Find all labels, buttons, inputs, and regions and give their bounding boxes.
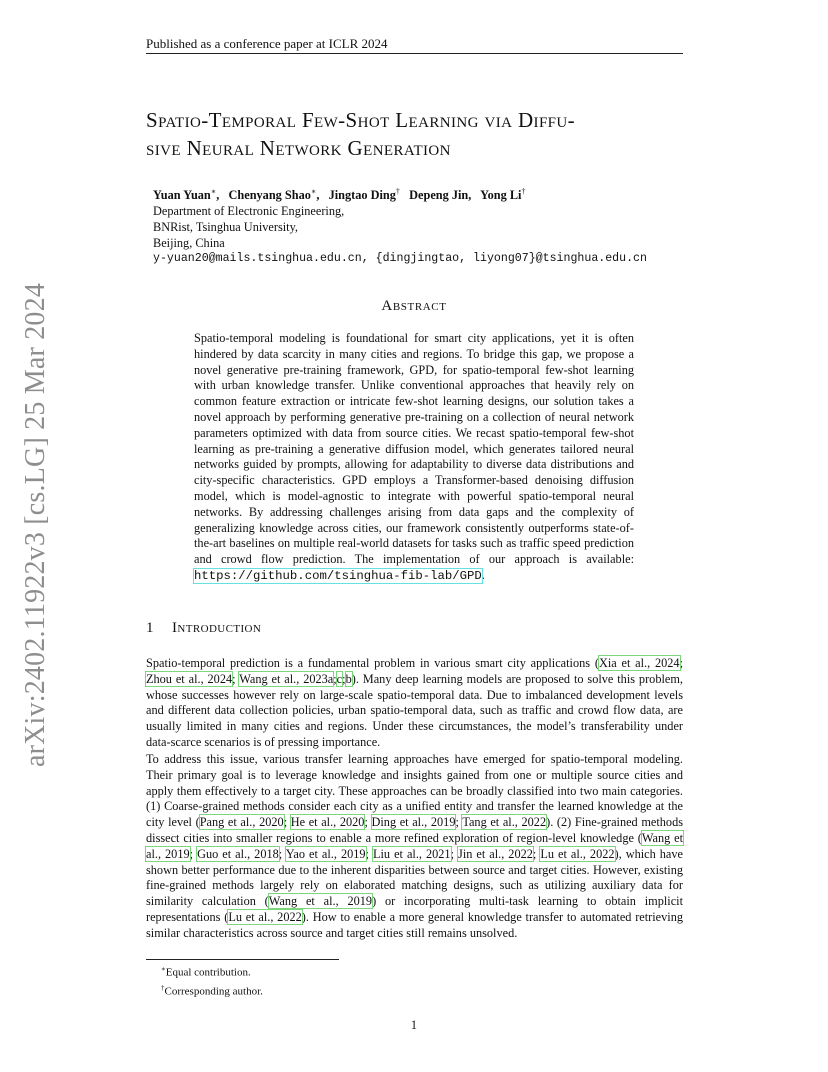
citation-link[interactable]: Liu et al., 2021 [372,846,451,861]
abstract-body [194,331,634,585]
citation-link[interactable]: Ding et al., 2019 [371,815,456,830]
citation-link[interactable]: Zhou et al., 2024 [146,671,233,686]
citation-link[interactable]: Lu et al., 2022 [540,846,615,861]
author-names: Yuan Yuan∗, Chenyang Shao∗, Jingtao Ding† Depeng Jin, Yong Li† [153,187,526,203]
page-number: 1 [410,1018,418,1032]
citation-link[interactable]: Wang et al., 2019 [146,830,684,861]
abstract-heading: Abstract [381,298,447,314]
abstract-text: Spatio-temporal modeling is foundational for smart city applications, yet it is often hindered by data scarcity in many cities and regions. To bridge this gap, we propose a novel generative pre-training framework, GPD, for spatio-temporal few-shot learning with urban knowledge transfer. Unlike conventional approaches that heavily rely on common feature extraction or intricate few-shot learning designs, our solution takes a novel approach by performing generative pre-training on a collection of neural network parameters optimized with data from source cities. We recast spatio-temporal few-shot learning as pre-training a generative diffusion model, which generates tailored neural networks guided by prompts, allowing for adaptability to diverse data distributions and city-specific characteristics. GPD employs a Transformer-based denoising diffusion model, which is model-agnostic to integrate with powerful spatio-temporal neural networks. By addressing challenges arising from data gaps and the complexity of generalizing knowledge across cities, our framework consistently outperforms state-of-the-art baselines on multiple real-world datasets for tasks such as traffic speed prediction and crowd flow prediction. The implementation of our approach is available: [194,331,634,567]
citation-link[interactable]: Jin et al., 2022 [458,846,533,861]
arxiv-sidebar-stamp [12,280,60,770]
title-line-2: sive Neural Network Generation [146,136,451,160]
citation-link[interactable]: Xia et al., 2024 [598,656,680,670]
author-name: Yuan Yuan [153,188,211,203]
author-name: Yong Li [480,188,522,203]
running-header: Published as a conference paper at ICLR 2024 [146,36,388,51]
citation-link[interactable]: Lu et al., 2022 [228,909,302,924]
citation-link[interactable]: Tang et al., 2022 [462,815,547,830]
paragraph-text: ). Many deep learning models are proposed to solve this problem, whose successes however rely on large-scale spatio-temporal data. Due to imbalanced development levels and different data collection policies, urban spatio-temporal data, such as traffic and crowd flow data, are usually limited in many cities and regions. Under these circumstances, the model’s transferability under data-scarce scenarios is of pressing importance. [146,671,683,749]
footnote-mark: † [161,983,165,992]
citation-link[interactable]: Wang et al., 2019 [268,894,373,909]
paragraph-text: ; [283,815,291,830]
footnote-corresponding [161,981,263,1000]
title-line-1: Spatio-Temporal Few-Shot Learning via Diffu- [146,108,576,132]
author-name: Chenyang Shao [228,188,311,203]
paragraph-text: ; [364,815,372,830]
footnotes [161,962,263,999]
section-number: 1 [146,620,154,636]
paragraph-text: ). How to enable a more general knowledge transfer to automated retrieving similar characteristics across source and target cities still remains unsolved. [146,909,684,940]
paragraph-text: ; [450,846,459,861]
paragraph-text: ; [679,656,683,670]
intro-paragraph-1 [146,656,683,751]
abstract-end: . [481,567,485,582]
footnote-text: Equal contribution. [165,966,251,979]
paragraph-text: ). (2) Fine-grained methods dissect cities into smaller regions to enable a more refined exploration of region-level knowledge ( [146,815,684,845]
paragraph-text: ; [278,846,286,861]
paragraph-text: ; [333,671,337,686]
section-title-text: Introduction [172,620,262,636]
arxiv-id: arXiv:2402.11922v3 [cs.LG] 25 Mar 2024 [20,282,51,768]
affiliation-line: BNRist, Tsinghua University, [153,220,298,235]
paragraph-text: ; [342,671,346,686]
author-mark: ∗ [210,187,217,196]
paragraph-text: Spatio-temporal prediction is a fundamental problem in various smart city applications ( [146,656,599,670]
author-mark: ∗ [310,187,317,196]
intro-paragraph-2 [146,752,683,942]
footnote-text: Corresponding author. [164,985,263,998]
affiliation-line: Department of Electronic Engineering, [153,204,345,219]
author-emails: y-yuan20@mails.tsinghua.edu.cn, {dingjingtao, liyong07}@tsinghua.edu.cn [153,252,647,266]
paragraph-text: ; [365,846,373,861]
author-name: Depeng Jin [409,188,469,203]
citation-link[interactable]: b [345,671,352,686]
paragraph-text: ; [232,671,240,686]
citation-link[interactable]: Yao et al., 2019 [285,846,366,861]
section-heading-introduction [146,620,261,637]
header-rule [146,53,683,54]
author-block [153,184,647,267]
paragraph-text: ; [455,815,463,830]
paragraph-text: To address this issue, various transfer learning approaches have emerged for spatio-temporal modeling. Their primary goal is to leverage knowledge and insights gained from one or multiple source cities and apply them effectively to a target city. These approaches can be broadly classified into two main categories. (1) Coarse-grained methods consider each city as a unified entity and transfer the learned knowledge at the city level ( [146,752,683,830]
citation-link[interactable]: Guo et al., 2018 [197,846,279,861]
paragraph-text: ), which have shown better performance due to the inherent disparities between source and target cities. However, existing fine-grained methods largely rely on elaborated matching designs, such as utilizing auxiliary data for similarity calculation ( [146,846,683,909]
author-name: Jingtao Ding [328,188,396,203]
code-link[interactable]: https://github.com/tsinghua-fib-lab/GPD [194,568,482,583]
paper-title [146,106,686,162]
paragraph-text: ) or incorporating multi-task learning to obtain implicit representations ( [146,894,683,924]
author-mark: † [521,187,526,196]
footnote-rule [146,959,339,960]
affiliation-line: Beijing, China [153,236,225,251]
citation-link[interactable]: Wang et al., 2023a [239,671,334,686]
citation-link[interactable]: He et al., 2020 [290,815,365,830]
footnote-equal-contribution [161,962,263,981]
footnote-mark: ∗ [161,965,166,973]
paragraph-text: ; [532,846,541,861]
citation-link[interactable]: c [336,671,343,686]
author-mark: † [395,187,400,196]
citation-link[interactable]: Pang et al., 2020 [199,815,284,830]
paragraph-text: ; [189,846,198,861]
